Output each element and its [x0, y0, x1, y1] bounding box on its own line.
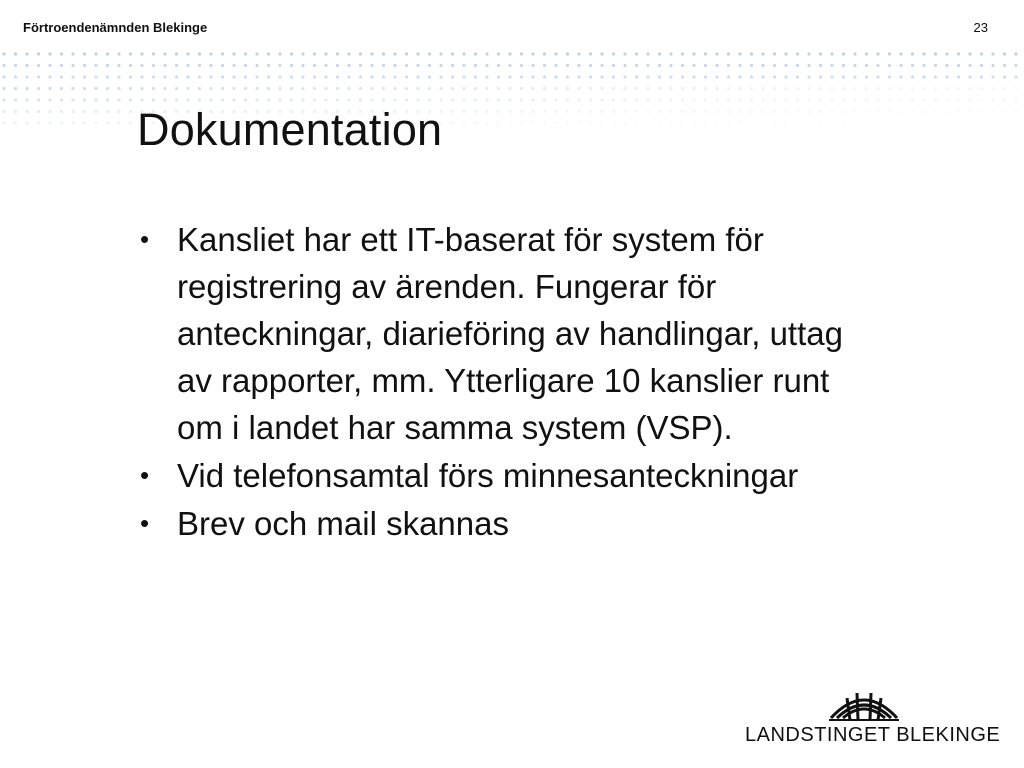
bullet-text: Kansliet har ett IT-baserat för system för registrering av ärenden. Fungerar för anteckningar, diarieföring av handlingar, uttag av rapporter, mm. Ytterligare 10 kanslier runt om i landet har samma system (VSP). — [177, 221, 843, 446]
bullet-text: Brev och mail skannas — [177, 505, 509, 542]
bullet-dot-icon: • — [140, 224, 150, 254]
bullet-dot-icon: • — [140, 508, 150, 538]
bullet-dot-icon: • — [140, 460, 150, 490]
bullet-item — [140, 500, 880, 547]
slide-title: Dokumentation — [137, 104, 443, 155]
landstinget-emblem-icon — [827, 688, 901, 722]
logo-text: LANDSTINGET BLEKINGE — [745, 724, 1001, 746]
header-organization: Förtroendenämnden Blekinge — [23, 20, 208, 35]
bullet-item — [140, 216, 877, 451]
bullet-list — [140, 216, 880, 548]
slide-number: 23 — [973, 20, 988, 35]
bullet-text: Vid telefonsamtal förs minnesanteckningar — [177, 457, 799, 494]
landstinget-logo — [745, 688, 1001, 748]
bullet-item — [140, 452, 880, 499]
